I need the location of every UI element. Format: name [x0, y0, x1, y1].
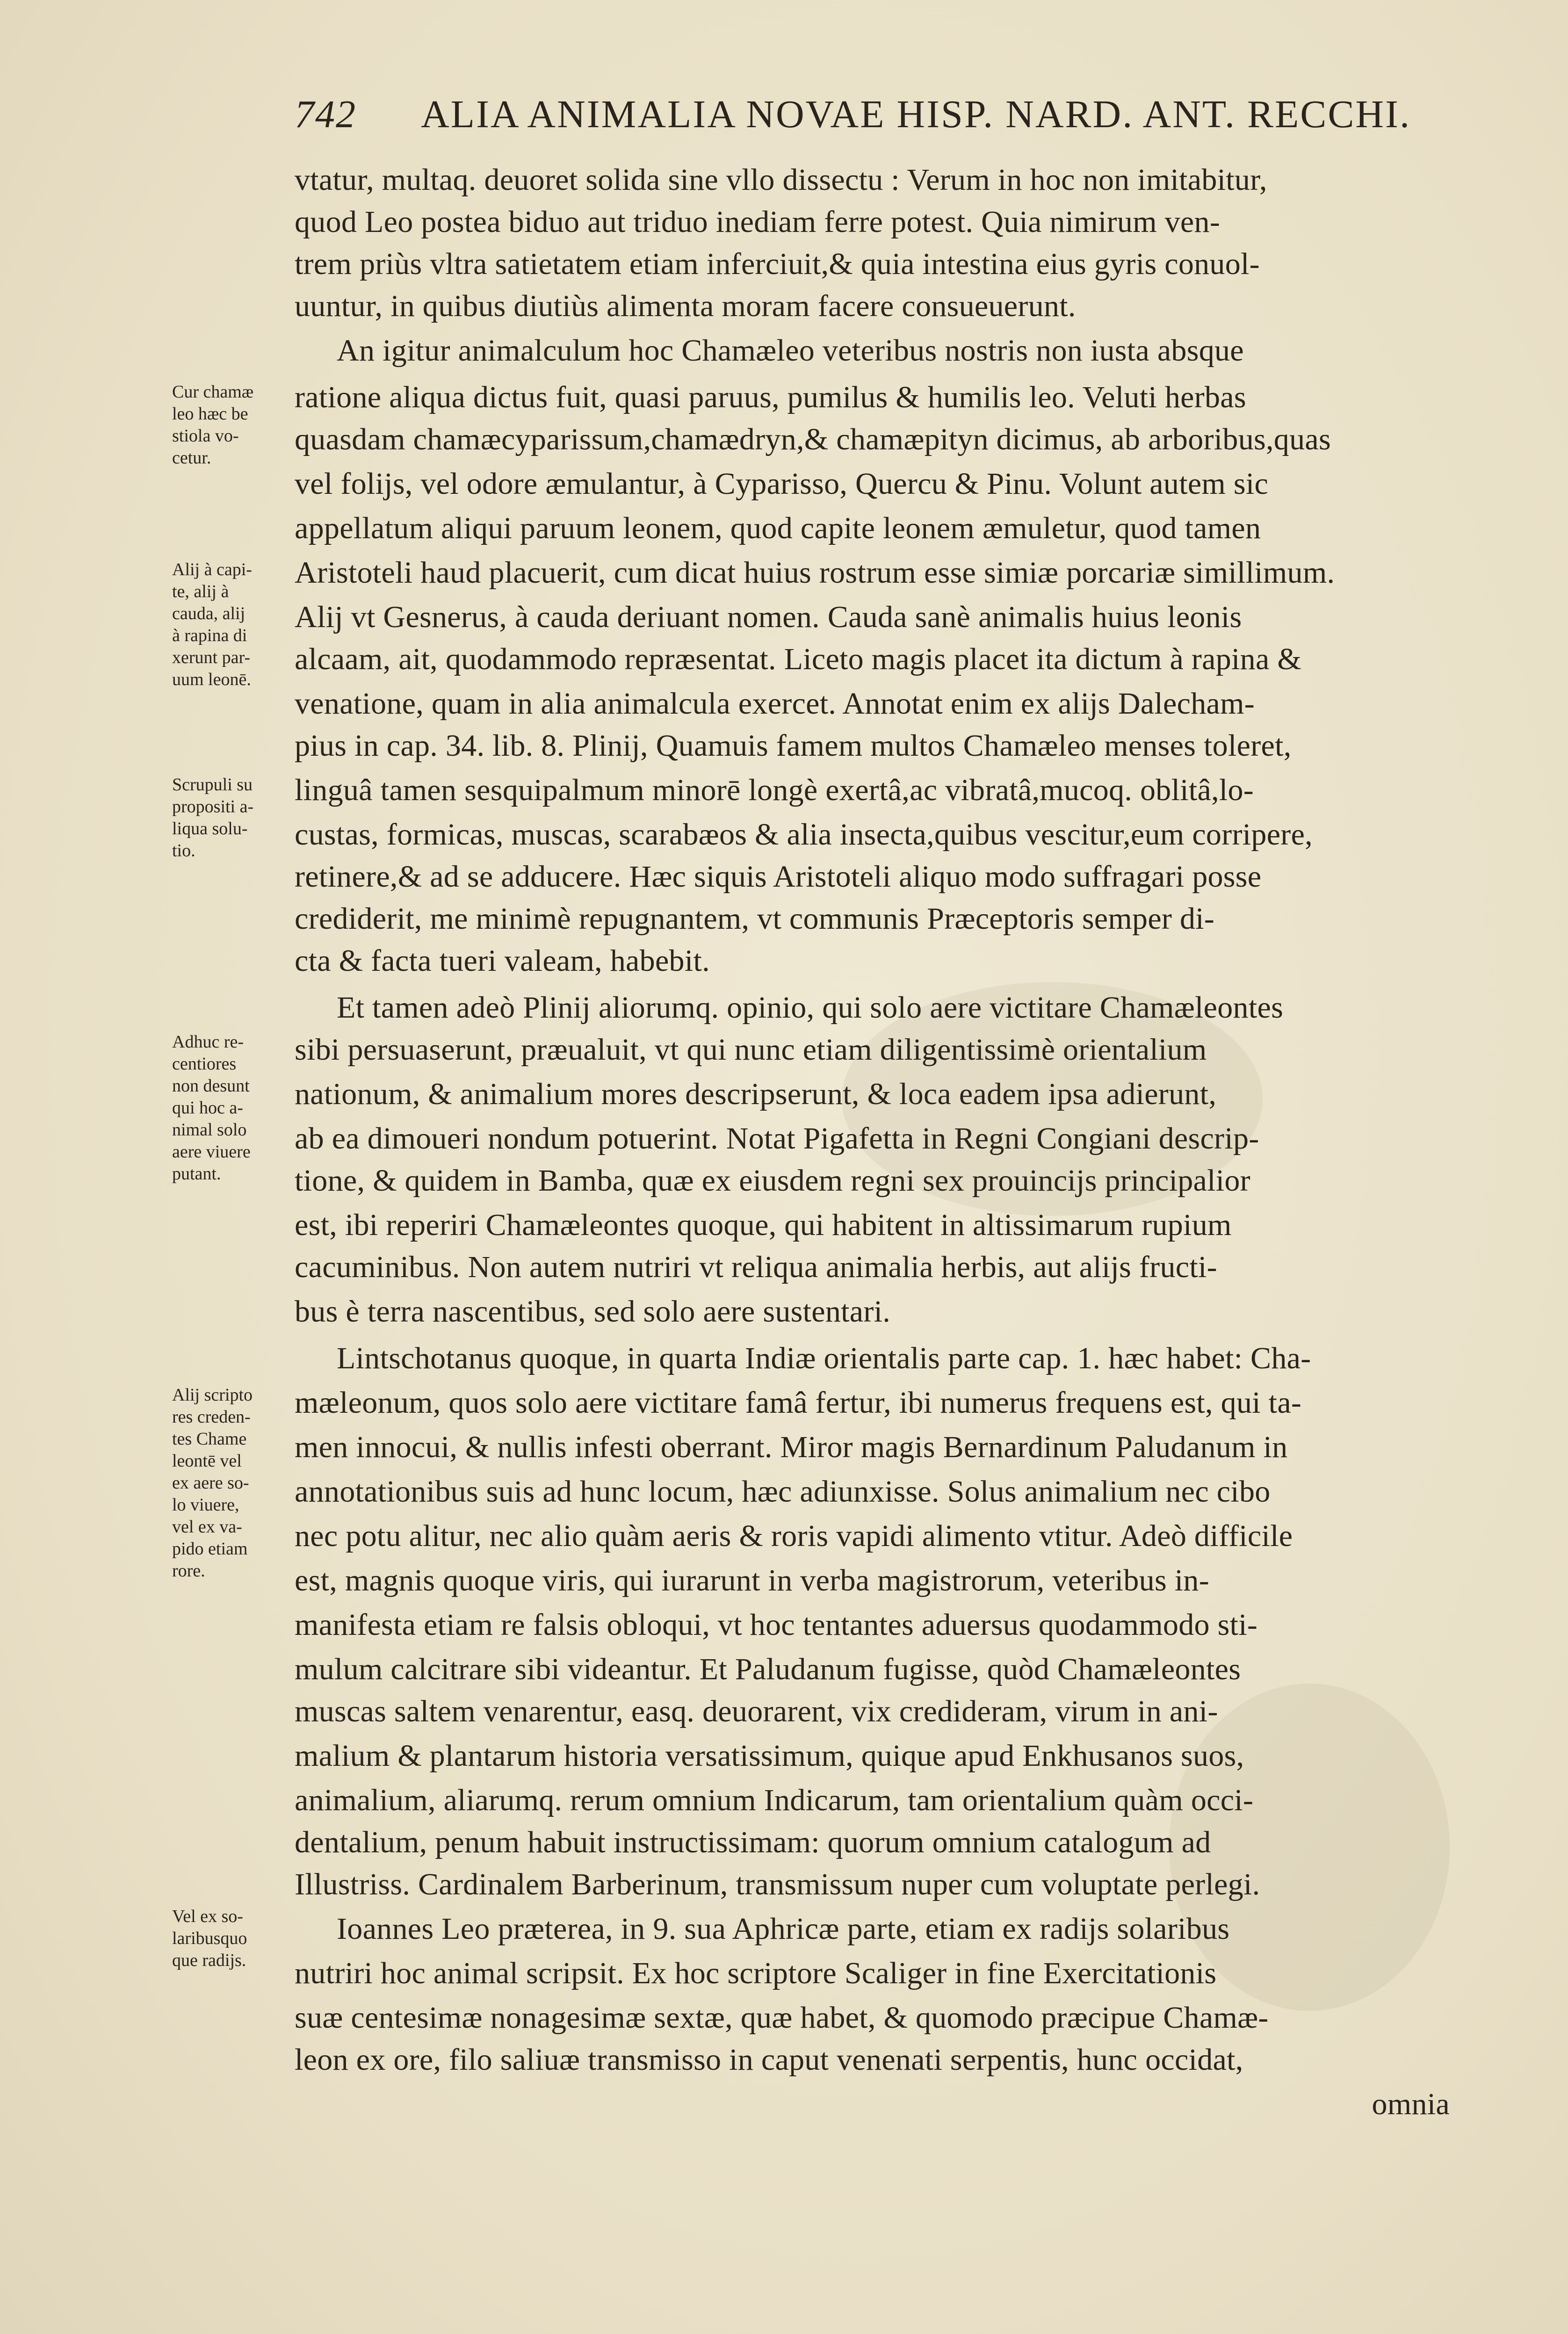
- text-line: pius in cap. 34. lib. 8. Plinij, Quamuis famem multos Chamæleo menses toleret,: [295, 729, 1292, 763]
- text-line: dentalium, penum habuit instructissimam: quorum omnium catalogum ad: [295, 1825, 1211, 1859]
- text-line: Et tamen adeò Plinij aliorumq. opinio, qui solo aere victitare Chamæleontes: [337, 990, 1284, 1025]
- text-line: nationum, & animalium mores descripserunt, & loca eadem ipsa adierunt,: [295, 1077, 1217, 1111]
- text-line: men innocui, & nullis infesti oberrant. Miror magis Bernardinum Paludanum in: [295, 1430, 1288, 1464]
- text-line: quasdam chamæcyparissum,chamædryn,& chamæpityn dicimus, ab arboribus,quas: [295, 422, 1331, 456]
- margin-note: Scrupuli su propositi a- liqua solu- tio.: [172, 775, 254, 860]
- margin-note: Alij scripto res creden- tes Chame leontē vel ex aere so- lo viuere, vel ex va- pido etiam rore.: [172, 1385, 253, 1581]
- text-line: quod Leo postea biduo aut triduo inediam ferre potest. Quia nimirum ven-: [295, 205, 1221, 239]
- text-line: est, magnis quoque viris, qui iurarunt in verba magistrorum, veteribus in-: [295, 1563, 1209, 1597]
- text-line: ratione aliqua dictus fuit, quasi paruus, pumilus & humilis leo. Veluti herbas: [295, 380, 1246, 414]
- text-line: muscas saltem venarentur, easq. deuorarent, vix credideram, virum in ani-: [295, 1694, 1218, 1728]
- text-line: tione, & quidem in Bamba, quæ ex eiusdem regni sex prouincijs principalior: [295, 1163, 1250, 1198]
- text-line: ab ea dimoueri nondum potuerint. Notat Pigafetta in Regni Congiani descrip-: [295, 1121, 1259, 1156]
- text-line: mulum calcitrare sibi videantur. Et Paludanum fugisse, quòd Chamæleontes: [295, 1652, 1241, 1686]
- page-number: 742: [295, 93, 356, 136]
- text-line: bus è terra nascentibus, sed solo aere sustentari.: [295, 1294, 891, 1329]
- text-line: custas, formicas, muscas, scarabæos & alia insecta,quibus vescitur,eum corripere,: [295, 817, 1313, 852]
- text-line: An igitur animalculum hoc Chamæleo veteribus nostris non iusta absque: [337, 333, 1244, 368]
- text-line: Aristoteli haud placuerit, cum dicat huius rostrum esse simiæ porcariæ simillimum.: [295, 556, 1335, 590]
- running-head: ALIA ANIMALIA NOVAE HISP. NARD. ANT. RECCHI.: [421, 93, 1411, 136]
- text-line: annotationibus suis ad hunc locum, hæc adiunxisse. Solus animalium nec cibo: [295, 1474, 1271, 1509]
- text-line: Ioannes Leo prætereа, in 9. sua Aphricæ parte, etiam ex radijs solaribus: [337, 1912, 1230, 1946]
- text-line: vtatur, multaq. deuoret solida sine vllo dissectu : Verum in hoc non imitabitur,: [295, 163, 1267, 197]
- text-line: Lintschotanus quoque, in quarta Indiæ orientalis parte cap. 1. hæc habet: Cha-: [337, 1341, 1311, 1375]
- text-line: trem priùs vltra satietatem etiam inferciuit,& quia intestina eius gyris conuol-: [295, 247, 1260, 281]
- text-line: uuntur, in quibus diutiùs alimenta moram facere consueuerunt.: [295, 289, 1076, 323]
- margin-note: Adhuc re- centiores non desunt qui hoc a- nimal solo aere viuere putant.: [172, 1032, 251, 1184]
- text-line: cta & facta tueri valeam, habebit.: [295, 944, 710, 978]
- margin-note: Vel ex so- laribusquo que radijs.: [172, 1907, 247, 1970]
- text-line: leon ex ore, filo saliuæ transmisso in caput venenati serpentis, hunc occidat,: [295, 2043, 1243, 2077]
- text-line: animalium, aliarumq. rerum omnium Indicarum, tam orientalium quàm occi-: [295, 1783, 1254, 1817]
- text-line: nutriri hoc animal scripsit. Ex hoc scriptore Scaliger in fine Exercitationis: [295, 1956, 1217, 1990]
- text-line: nec potu alitur, nec alio quàm aeris & roris vapidi alimento vtitur. Adeò difficile: [295, 1519, 1293, 1553]
- margin-note: Alij à capi- te, alij à cauda, alij à rapina di xerunt par- uum leonē.: [172, 560, 252, 689]
- text-line: malium & plantarum historia versatissimum, quique apud Enkhusanos suos,: [295, 1739, 1244, 1773]
- text-line: cacuminibus. Non autem nutriri vt reliqua animalia herbis, aut alijs fructi-: [295, 1250, 1217, 1284]
- text-line: venatione, quam in alia animalcula exercet. Annotat enim ex alijs Dalecham-: [295, 686, 1255, 721]
- text-line: retinere,& ad se adducere. Hæc siquis Aristoteli aliquo modo suffragari posse: [295, 860, 1262, 894]
- text-line: mæleonum, quos solo aere victitare famâ fertur, ibi numerus frequens est, qui ta-: [295, 1386, 1302, 1420]
- text-line: manifesta etiam re falsis obloqui, vt hoc tentantes aduersus quodammodo sti-: [295, 1608, 1258, 1642]
- margin-note: Cur chamæ leo hæc be stiola vo- cetur.: [172, 382, 254, 468]
- page-header: [295, 84, 1445, 140]
- text-line: sibi persuaserunt, præualuit, vt qui nunc etiam diligentissimè orientalium: [295, 1033, 1207, 1067]
- text-line: linguâ tamen sesquipalmum minorē longè exertâ,ac vibratâ,mucoq. oblitâ,lo-: [295, 773, 1254, 807]
- text-line: vel folijs, vel odore æmulantur, à Cyparisso, Quercu & Pinu. Volunt autem sic: [295, 467, 1269, 501]
- text-line: Illustriss. Cardinalem Barberinum, transmissum nuper cum voluptate perlegi.: [295, 1867, 1260, 1901]
- catchword: omnia: [1372, 2087, 1450, 2121]
- text-line: alcaam, ait, quodammodo repræsentat. Liceto magis placet ita dictum à rapina &: [295, 642, 1301, 676]
- text-line: crediderit, me minimè repugnantem, vt communis Præceptoris semper di-: [295, 902, 1215, 936]
- text-line: est, ibi reperiri Chamæleontes quoque, qui habitent in altissimarum rupium: [295, 1208, 1232, 1242]
- text-line: suæ centesimæ nonagesimæ sextæ, quæ habet, & quomodo præcipue Chamæ-: [295, 2001, 1269, 2035]
- text-line: appellatum aliqui paruum leonem, quod capite leonem æmuletur, quod tamen: [295, 511, 1261, 545]
- text-line: Alij vt Gesnerus, à cauda deriuant nomen. Cauda sanè animalis huius leonis: [295, 600, 1242, 634]
